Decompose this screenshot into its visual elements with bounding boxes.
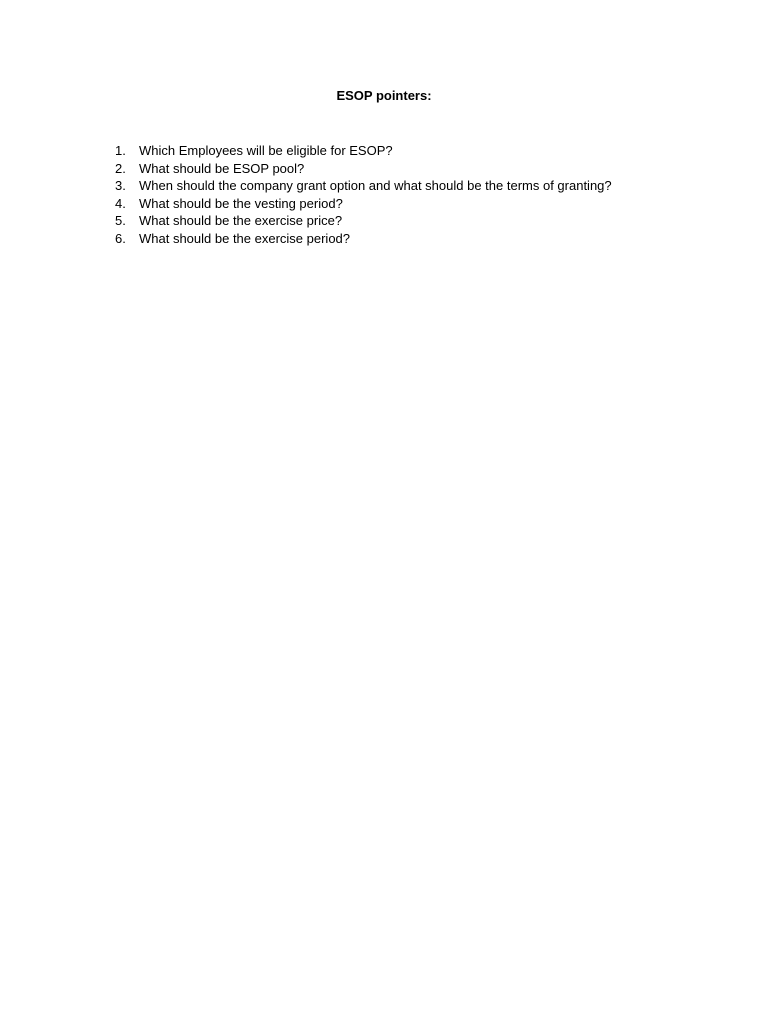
list-item-text: What should be the vesting period? (139, 195, 343, 211)
list-item-number: 3. (115, 178, 126, 193)
list-item (115, 195, 612, 213)
list-item (115, 230, 612, 248)
list-item-number: 2. (115, 160, 126, 176)
list-item-text: When should the company grant option and what should be the terms of granting? (139, 178, 612, 193)
list-item-text: What should be the exercise period? (139, 230, 351, 246)
list-item-number: 5. (115, 213, 126, 228)
list-item (115, 142, 612, 160)
list-item-number: 4. (115, 195, 126, 211)
list-item-text: Which Employees will be eligible for ESOP? (139, 143, 393, 158)
list-item (115, 212, 612, 230)
list-item-text: What should be the exercise price? (139, 213, 343, 228)
pointers-list (115, 142, 612, 247)
list-item-text: What should be ESOP pool? (139, 160, 305, 176)
document-title: ESOP pointers: (336, 88, 432, 103)
list-item (115, 177, 612, 195)
list-item-number: 1. (115, 143, 126, 158)
list-item-number: 6. (115, 230, 126, 246)
list-item (115, 160, 612, 178)
